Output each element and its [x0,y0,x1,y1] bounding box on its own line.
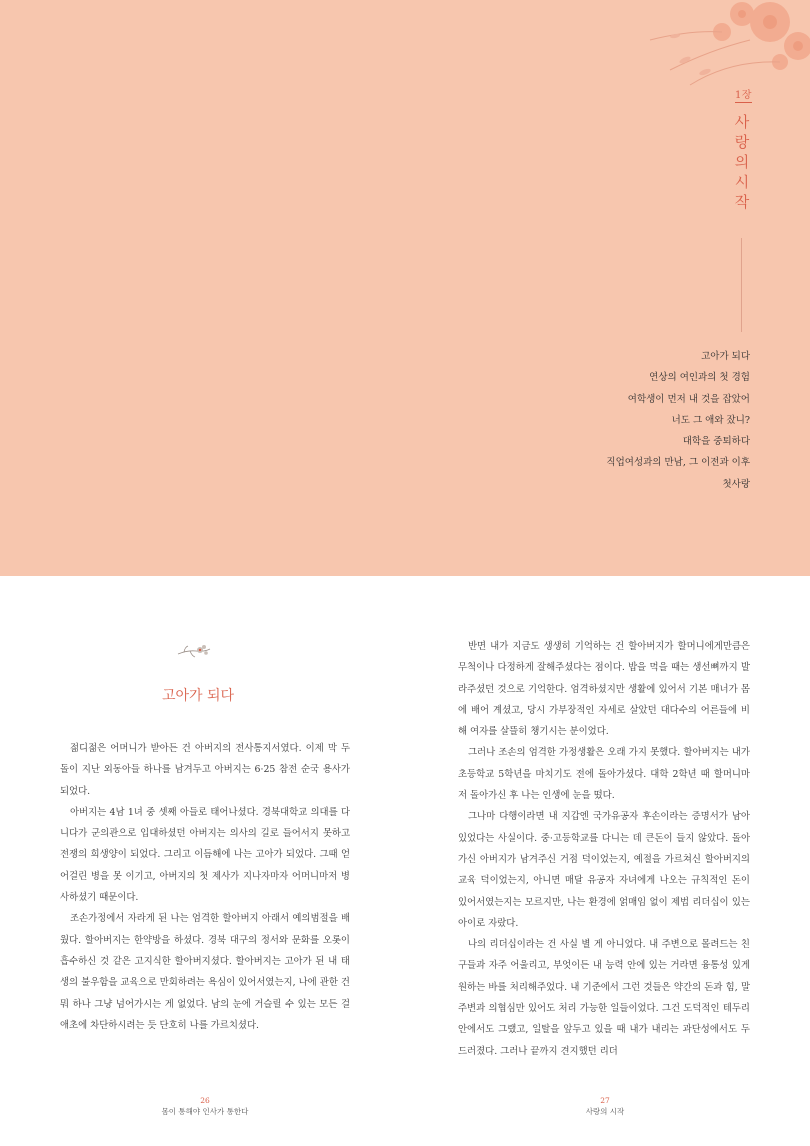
page-number: 27 [600,1096,610,1105]
body-paragraph: 젊디젊은 어머니가 받아든 건 아버지의 전사통지서였다. 이제 막 두 돌이 지난 외동아들 하나를 남겨두고 아버지는 6·25 참전 순국 용사가 되었다. [60,743,350,797]
running-title: 몸이 통해야 인사가 통한다 [161,1107,249,1116]
body-paragraph: 조손가정에서 자라게 된 나는 엄격한 할아버지 아래서 예의범절을 배웠다. 할아버지는 한약방을 하셨다. 경북 대구의 정서와 문화를 오롯이 흡수하신 것 같은 고지식한 할아버지셨다. 할아버지는 고아가 된 내 태생의 불우함을 교육으로 만회하려는 욕심이 있어서였는지, 나에 관한 건 뭐 하나 그냥 넘어가시는 게 없었다. 남의 눈에 거슬릴 수 있는 모든 걸 애초에 차단하시려는 듯 단호히 나를 가르치셨다. [60,913,350,1031]
body-paragraph: 나의 리더십이라는 건 사실 별 게 아니었다. 내 주변으로 몰려드는 친구들과 자주 어울리고, 부엇이든 내 능력 안에 있는 거라면 융통성 있게 원하는 바를 처리해주었다. 내 기준에서 그런 것들은 약간의 돈과 힘, 말주변과 의협심만 있어도 처리 가능한 일들이었다. 그건 도덕적인 테두리 안에서도 그랬고, 일탈을 앞두고 있을 때 내가 내리는 과단성에서도 두드러졌다. 그러나 끝까지 견지했던 리더 [458,939,750,1057]
section-title: 고아가 되다 [162,688,235,704]
body-paragraph: 그러나 조손의 엄격한 가정생활은 오래 가지 못했다. 할아버지는 내가 초등학교 5학년을 마치기도 전에 돌아가셨다. 대학 2학년 때 할머니마저 돌아가신 후 나는 인생에 눈을 떴다. [458,747,750,802]
left-page-footer [130,1095,280,1117]
left-page-body [60,738,350,1036]
body-paragraph: 아버지는 4남 1녀 중 셋째 아들로 태어나셨다. 경북대학교 의대를 다니다가 군의관으로 입대하셨던 아버지는 의사의 길로 들어서지 못하고 전쟁의 희생양이 되었다. 그리고 이듬해에 나는 고아가 되었다. 그때 얻어걸린 병을 못 이기고, 아버지의 첫 제사가 지나자마자 어머니마저 병사하셨기 때문이다. [60,806,350,904]
toc-item: 고아가 되다 [701,351,750,362]
floral-ornament-icon [176,640,212,662]
right-page-footer [530,1095,680,1117]
divider-line [741,238,742,332]
chapter-number: 1장 [735,86,752,103]
body-paragraph: 반면 내가 지금도 생생히 기억하는 건 할아버지가 할머니에게만큼은 무척이나 다정하게 잘해주셨다는 점이다. 밥을 먹을 때는 생선뼈까지 발라주셨던 것으로 기억한다. 엄격하셨지만 생활에 있어서 기본 매너가 몸에 배어 계셨고, 당시 가부장적인 자세로 살았던 대다수의 어른들에 비해 여자를 살뜰히 챙기시는 분이었다. [458,641,750,738]
toc-item: 너도 그 애와 잤니? [671,414,750,426]
chapter-toc [606,346,750,495]
page-number: 26 [200,1096,210,1105]
right-page-body [458,636,750,1062]
body-paragraph: 그나마 다행이라면 내 지갑엔 국가유공자 후손이라는 증명서가 남아 있었다는 사실이다. 중·고등학교를 다니는 데 큰돈이 들지 않았다. 돌아가신 아버지가 남겨주신 거점 덕이었는지, 예절을 가르쳐신 할아버지의 교육 덕이었는지, 아니면 매달 유공자 자녀에게 나오는 규칙적인 돈이 있어서였는지는 모르지만, 나는 환경에 얽매임 없이 제법 리더십이 있는 아이로 자랐다. [458,811,750,929]
toc-item: 연상의 여인과의 첫 경험 [649,372,750,384]
toc-item: 첫사랑 [722,478,750,490]
toc-item: 직업여성과의 만남, 그 이전과 이후 [606,457,750,469]
floral-decoration-icon [630,0,810,90]
running-title: 사랑의 시작 [585,1107,625,1116]
toc-item: 대학을 중퇴하다 [682,436,750,448]
chapter-title: 사랑의 시작 [734,113,750,211]
toc-item: 여학생이 먼저 내 것을 잡았어 [627,393,750,405]
